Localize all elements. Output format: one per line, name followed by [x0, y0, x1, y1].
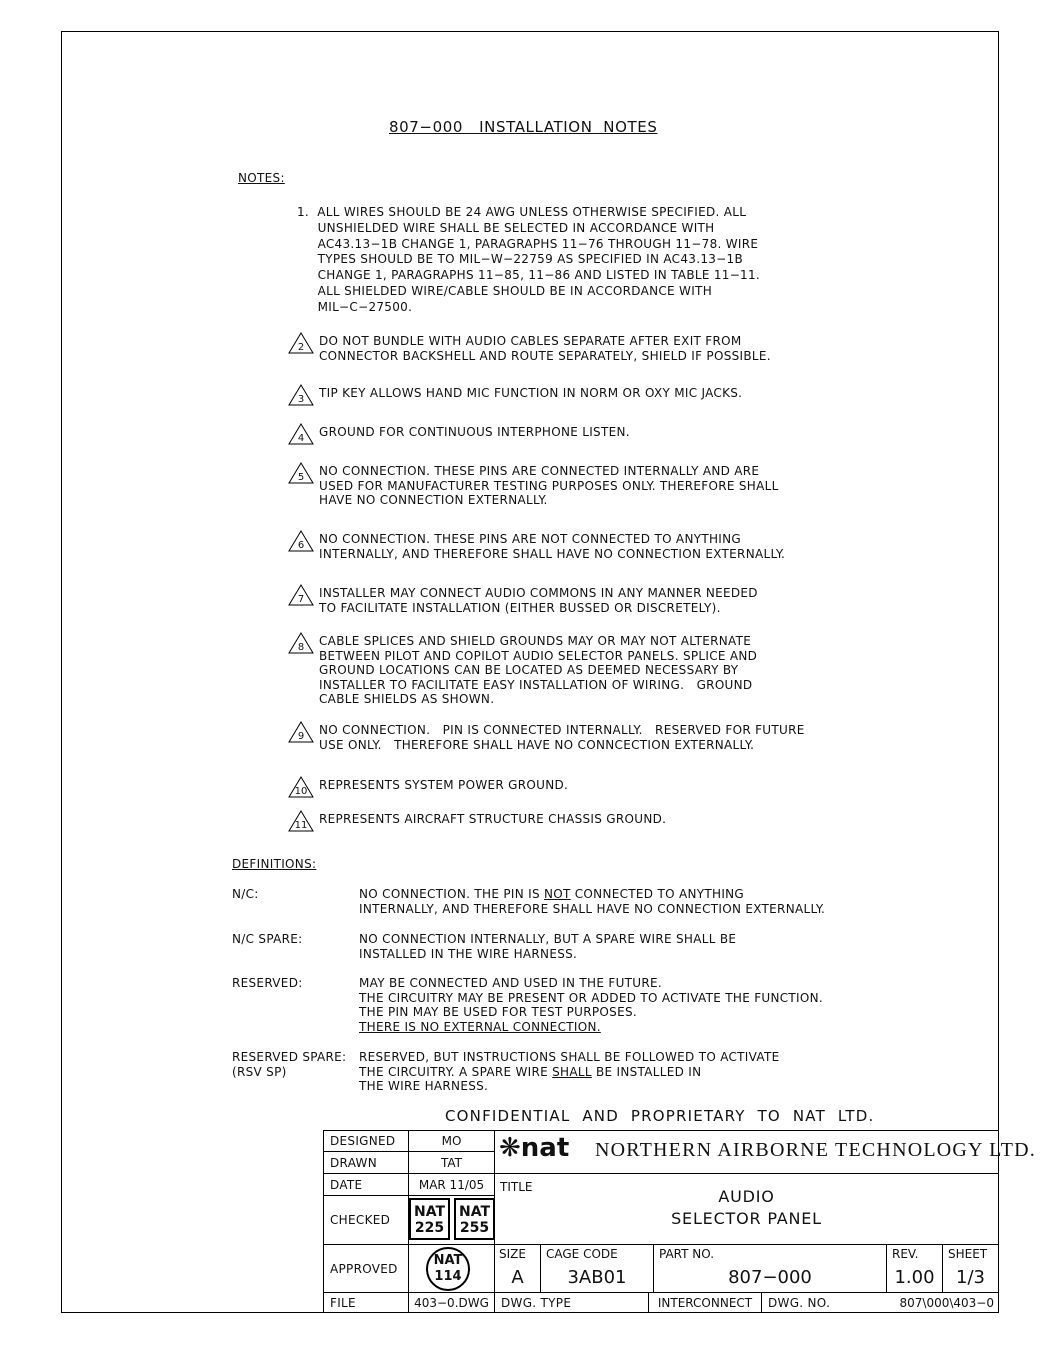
drawn-value: TAT — [440, 1155, 462, 1170]
size-value: A — [511, 1267, 524, 1288]
cage-label: CAGE CODE — [546, 1247, 618, 1261]
file-label: FILE — [330, 1295, 356, 1310]
title-block — [323, 1130, 1036, 1313]
checked-label: CHECKED — [330, 1213, 391, 1227]
part-label: PART NO. — [659, 1247, 715, 1261]
file-value: 403−0.DWG — [414, 1295, 489, 1310]
def-reserved-note: THERE IS NO EXTERNAL CONNECTION. — [359, 1020, 601, 1034]
note-flag-2-icon: 2 — [288, 332, 314, 354]
date-value: MAR 11/05 — [418, 1177, 485, 1192]
rev-cell — [886, 1244, 943, 1293]
note-4: GROUND FOR CONTINUOUS INTERPHONE LISTEN. — [319, 425, 630, 439]
def-nc-text: NO CONNECTION. THE PIN IS NOT CONNECTED TO ANYTHING INTERNALLY, AND THEREFORE SHALL HAVE NO CONNECTION EXTERNALLY. — [359, 887, 826, 916]
note-10: REPRESENTS SYSTEM POWER GROUND. — [319, 778, 569, 792]
nat-logo: ❋nat — [499, 1133, 570, 1163]
designed-value: MO — [441, 1134, 462, 1148]
def-nc-term: N/C: — [232, 887, 259, 901]
note-1: 1. ALL WIRES SHOULD BE 24 AWG UNLESS OTHERWISE SPECIFIED. ALL UNSHIELDED WIRE SHALL BE SELECTED IN ACCORDANCE WITH AC43.13−1B CHANGE 1, PARAGRAPHS 11−76 THROUGH 11−78. WIRE TYPES SHOULD BE TO MIL−W−22759 AS SPECIFIED IN AC43.13−1B CHANGE 1, PARAGRAPHS 11−85, 11−86 AND LISTED IN TABLE 11−11. ALL SHIELDED WIRE/CABLE SHOULD BE IN ACCORDANCE WITH MIL−C−27500. — [297, 205, 761, 314]
size-cell — [494, 1244, 541, 1293]
nat-asterisk-icon: ❋ — [499, 1133, 521, 1163]
page-title: 807−000 INSTALLATION NOTES — [389, 118, 658, 136]
def-ncs-text: NO CONNECTION INTERNALLY, BUT A SPARE WIRE SHALL BE INSTALLED IN THE WIRE HARNESS. — [359, 932, 737, 961]
drawn-label-cell — [323, 1151, 409, 1174]
note-flag-10-icon: 10 — [288, 776, 314, 798]
date-label-cell — [323, 1173, 409, 1196]
date-label: DATE — [330, 1177, 363, 1192]
note-flag-5-icon: 5 — [288, 462, 314, 484]
designed-label: DESIGNED — [330, 1134, 396, 1148]
note-7: INSTALLER MAY CONNECT AUDIO COMMONS IN ANY MANNER NEEDED TO FACILITATE INSTALLATION (EITHER BUSSED OR DISCRETELY). — [319, 586, 758, 615]
approved-cell — [408, 1244, 495, 1293]
date-cell — [408, 1173, 495, 1196]
cage-value: 3AB01 — [567, 1267, 627, 1288]
drawn-label: DRAWN — [330, 1155, 377, 1170]
cage-cell — [540, 1244, 654, 1293]
approved-label-cell — [323, 1244, 409, 1293]
size-label: SIZE — [499, 1247, 526, 1261]
sheet-value: 1/3 — [956, 1267, 985, 1288]
part-cell — [653, 1244, 887, 1293]
note-flag-11-icon: 11 — [288, 810, 314, 832]
note-flag-4-icon: 4 — [288, 423, 314, 445]
file-label-cell — [323, 1292, 409, 1313]
title-line-2: SELECTOR PANEL — [671, 1209, 822, 1228]
notes-heading: NOTES: — [238, 171, 285, 185]
approved-label: APPROVED — [330, 1261, 398, 1276]
def-reserved-text: MAY BE CONNECTED AND USED IN THE FUTURE. THE CIRCUITRY MAY BE PRESENT OR ADDED TO ACTIVATE THE FUNCTION. THE PIN MAY BE USED FOR TEST PURPOSES. — [359, 976, 824, 1020]
drawn-cell — [408, 1151, 495, 1174]
dwg-no-label: DWG. NO. — [768, 1295, 831, 1310]
dwg-type-label-cell — [494, 1292, 649, 1313]
dwg-type-cell — [648, 1292, 762, 1313]
checked-stamp-2: NAT 255 — [454, 1198, 495, 1240]
def-rsp-term: RESERVED SPARE: (RSV SP) — [232, 1050, 347, 1079]
note-9: NO CONNECTION. PIN IS CONNECTED INTERNALLY. RESERVED FOR FUTURE USE ONLY. THEREFORE SHALL HAVE NO CONNCECTION EXTERNALLY. — [319, 723, 805, 752]
designed-cell — [408, 1130, 495, 1152]
definitions-heading: DEFINITIONS: — [232, 857, 317, 871]
note-8: CABLE SPLICES AND SHIELD GROUNDS MAY OR MAY NOT ALTERNATE BETWEEN PILOT AND COPILOT AUDIO SELECTOR PANELS. SPLICE AND GROUND LOCATIONS CAN BE LOCATED AS DEEMED NECESSARY BY INSTALLER TO FACILITATE EASY INSTALLATION OF WIRING. GROUND CABLE SHIELDS AS SHOWN. — [319, 634, 758, 707]
note-flag-7-icon: 7 — [288, 584, 314, 606]
approved-stamp: NAT 114 — [426, 1247, 470, 1291]
note-flag-8-icon: 8 — [288, 632, 314, 654]
rev-label: REV. — [892, 1247, 919, 1261]
note-flag-6-icon: 6 — [288, 530, 314, 552]
note-11: REPRESENTS AIRCRAFT STRUCTURE CHASSIS GROUND. — [319, 812, 667, 826]
note-5: NO CONNECTION. THESE PINS ARE CONNECTED INTERNALLY AND ARE USED FOR MANUFACTURER TESTING PURPOSES ONLY. THEREFORE SHALL HAVE NO CONNECTION EXTERNALLY. — [319, 464, 779, 508]
dwg-no-cell — [761, 1292, 999, 1313]
note-6: NO CONNECTION. THESE PINS ARE NOT CONNECTED TO ANYTHING INTERNALLY, AND THEREFORE SHALL HAVE NO CONNECTION EXTERNALLY. — [319, 532, 786, 561]
company-name: NORTHERN AIRBORNE TECHNOLOGY LTD. — [595, 1139, 1036, 1161]
dwg-type-label: DWG. TYPE — [501, 1295, 572, 1310]
part-value: 807−000 — [728, 1267, 812, 1288]
def-ncs-term: N/C SPARE: — [232, 932, 303, 946]
dwg-no-value: 807\000\403−0 — [899, 1295, 994, 1310]
title-line-1: AUDIO — [718, 1187, 775, 1206]
sheet-label: SHEET — [948, 1247, 988, 1261]
dwg-type-value: INTERCONNECT — [657, 1295, 753, 1310]
title-label: TITLE — [500, 1180, 533, 1194]
checked-cell — [408, 1195, 495, 1245]
note-3: TIP KEY ALLOWS HAND MIC FUNCTION IN NORM OR OXY MIC JACKS. — [319, 386, 743, 400]
def-rsp-text: RESERVED, BUT INSTRUCTIONS SHALL BE FOLLOWED TO ACTIVATE THE CIRCUITRY. A SPARE WIRE SHALL BE INSTALLED IN THE WIRE HARNESS. — [359, 1050, 780, 1094]
note-2: DO NOT BUNDLE WITH AUDIO CABLES SEPARATE AFTER EXIT FROM CONNECTOR BACKSHELL AND ROUTE SEPARATELY, SHIELD IF POSSIBLE. — [319, 334, 771, 363]
checked-stamp-1: NAT 225 — [409, 1198, 450, 1240]
confidential-notice: CONFIDENTIAL AND PROPRIETARY TO NAT LTD. — [445, 1107, 875, 1125]
note-flag-9-icon: 9 — [288, 721, 314, 743]
title-cell — [494, 1173, 999, 1245]
company-cell — [494, 1130, 1036, 1174]
file-cell — [408, 1292, 495, 1313]
sheet-cell — [942, 1244, 999, 1293]
def-reserved-term: RESERVED: — [232, 976, 303, 990]
rev-value: 1.00 — [894, 1267, 935, 1288]
note-flag-3-icon: 3 — [288, 384, 314, 406]
checked-label-cell — [323, 1195, 409, 1245]
designed-label-cell — [323, 1130, 409, 1152]
